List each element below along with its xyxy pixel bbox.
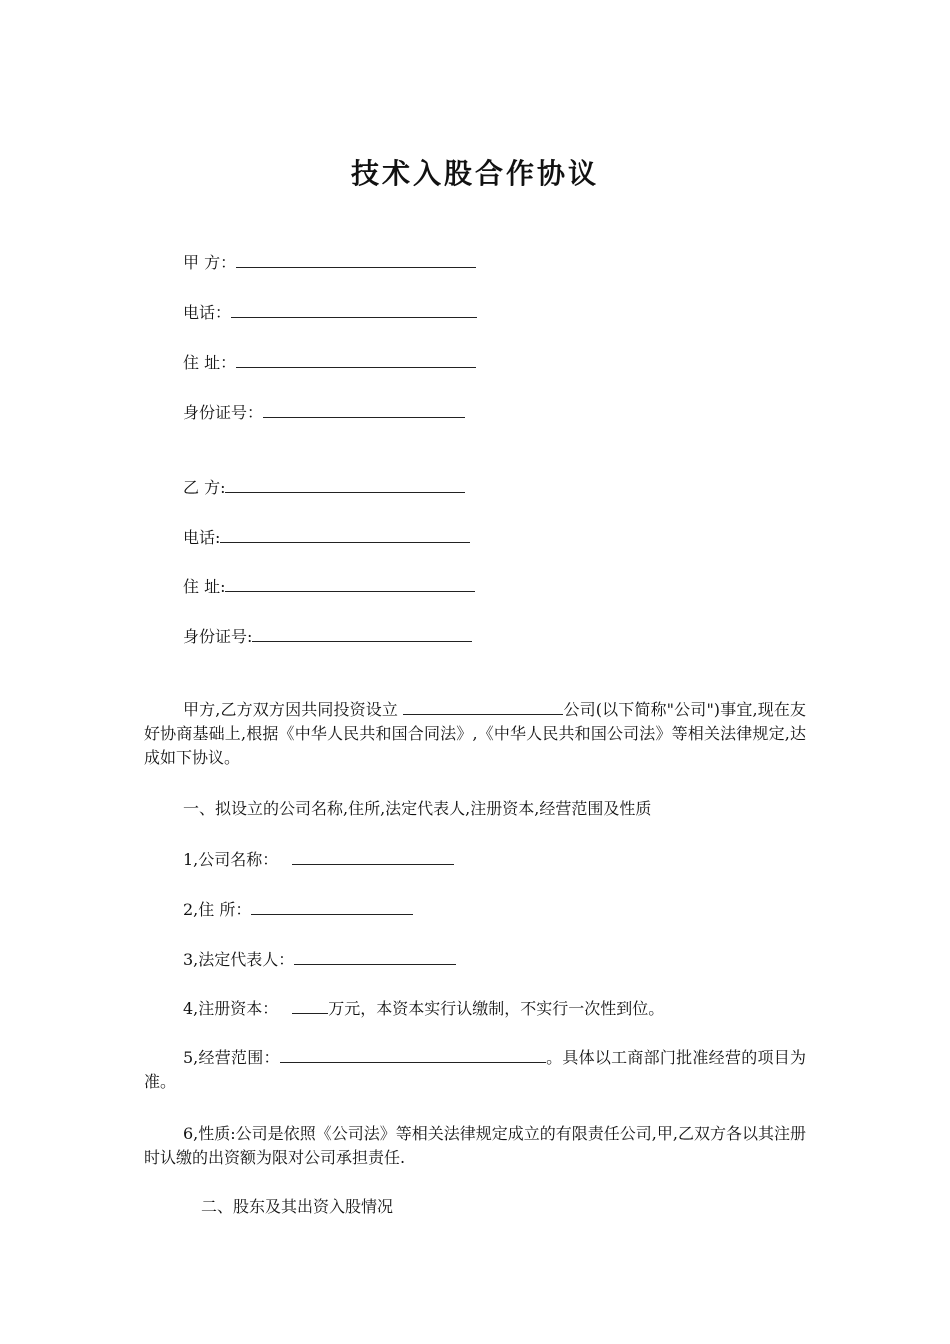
party-a-phone-label: 电话： (183, 303, 232, 322)
party-a-name-field (183, 251, 476, 274)
section-2-heading: 二、股东及其出资入股情况 (201, 1197, 394, 1216)
item-1-company-name (183, 848, 454, 871)
party-b-id-field (183, 625, 472, 648)
party-a-id-label: 身份证号： (183, 403, 264, 422)
item-6-nature: 6,性质:公司是依照《公司法》等相关法律规定成立的有限责任公司,甲,乙双方各以其注册时认缴的出资额为限对公司承担责任. (144, 1124, 806, 1167)
item-4-label: 4,注册资本： (183, 999, 279, 1018)
item-1-blank (292, 848, 454, 865)
party-a-phone-blank (231, 301, 477, 318)
party-b-id-blank (252, 625, 472, 642)
intro-text-part2: 公司(以下简称"公司")事宜,现在友好协商基础上,根据《中华人民共和国合同法》,《中华人民共和国公司法》等相关法律规定,达成如下协议。 (144, 700, 806, 767)
item-4-suffix: 万元，本资本实行认缴制，不实行一次性到位。 (328, 999, 665, 1018)
party-b-phone-blank (220, 526, 470, 543)
party-b-name-blank (225, 476, 465, 493)
party-b-phone-field (183, 526, 470, 549)
document-title: 技术入股合作协议 (350, 157, 599, 190)
party-b-name-field (183, 476, 465, 499)
section-1-heading: 一、拟设立的公司名称,住所,法定代表人,注册资本,经营范围及性质 (183, 799, 652, 818)
item-4-capital (183, 997, 664, 1020)
party-b-address-blank (225, 575, 475, 592)
party-a-id-blank (263, 401, 465, 418)
item-2-blank (251, 898, 413, 915)
item-2-address (183, 898, 413, 921)
intro-text-part1: 甲方,乙方双方因共同投资设立 (183, 700, 404, 719)
item-5-suffix: 。具体以工商部门批准经营的项目为准。 (144, 1048, 806, 1091)
item-2-label: 2,住 所： (183, 900, 252, 919)
party-a-phone-field (183, 301, 477, 324)
party-a-name-blank (236, 251, 476, 268)
party-a-id-field (183, 401, 465, 424)
party-a-name-label: 甲 方： (183, 253, 237, 272)
party-b-phone-label: 电话: (183, 528, 221, 547)
item-5-label: 5,经营范围： (183, 1048, 280, 1067)
item-3-label: 3,法定代表人： (183, 950, 295, 969)
item-3-legal-rep (183, 948, 456, 971)
item-3-blank (294, 948, 456, 965)
party-a-address-field (183, 351, 476, 374)
company-name-blank (403, 698, 563, 715)
party-a-address-label: 住 址： (183, 353, 237, 372)
item-1-label: 1,公司名称： (183, 850, 279, 869)
party-a-address-blank (236, 351, 476, 368)
item-5-blank (280, 1046, 546, 1063)
party-b-address-label: 住 址: (183, 577, 226, 596)
item-5-scope (144, 1046, 806, 1094)
party-b-id-label: 身份证号: (183, 627, 253, 646)
party-b-name-label: 乙 方: (183, 478, 226, 497)
party-b-address-field (183, 575, 475, 598)
item-4-blank (292, 997, 328, 1014)
intro-paragraph (144, 698, 806, 770)
